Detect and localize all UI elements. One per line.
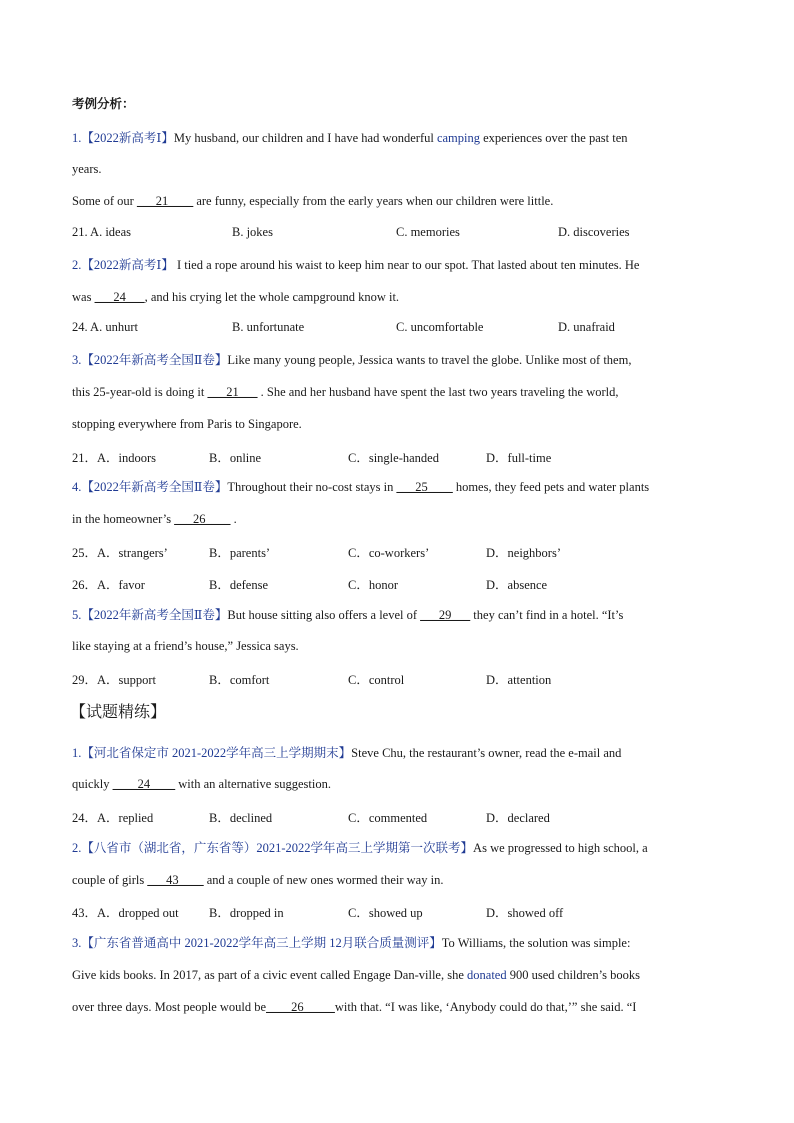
option-d: D．attention	[486, 673, 552, 687]
question-source: 4.【2022年新高考全国Ⅱ卷】	[72, 480, 228, 494]
question-source: 3.【广东省普通高中 2021-2022学年高三上学期 12月联合质量测评】	[72, 936, 442, 950]
question-source: 2.【2022新高考Ⅰ】	[72, 258, 174, 272]
option-a: 25．A．strangers’	[72, 546, 168, 560]
option-c: C．co-workers’	[348, 546, 430, 560]
option-c: C．control	[348, 673, 405, 687]
options-row	[72, 225, 732, 241]
option-a: 26．A．favor	[72, 578, 145, 592]
option-c: C．honor	[348, 578, 399, 592]
question-3-line3: stopping everywhere from Paris to Singapore.	[72, 417, 302, 431]
option-d: D．full-time	[486, 451, 552, 465]
option-a: 24．A．replied	[72, 811, 154, 825]
question-4-line2: in the homeowner’s ___26____ .	[72, 512, 237, 526]
practice-1: 1.【河北省保定市 2021-2022学年高三上学期期末】Steve Chu, the restaurant’s owner, read the e-mail and	[72, 746, 622, 760]
question-source: 2.【八省市（湖北省，广东省等）2021-2022学年高三上学期第一次联考】	[72, 841, 474, 855]
options-row	[72, 320, 732, 336]
question-1-line3: Some of our ___21____ are funny, especially from the early years when our children were little.	[72, 194, 554, 208]
question-2: 2.【2022新高考Ⅰ】 I tied a rope around his waist to keep him near to our spot. That lasted about ten minutes. He	[72, 258, 640, 272]
question-1: 1.【2022新高考Ⅰ】My husband, our children and I have had wonderful camping experiences over the past ten	[72, 131, 628, 145]
keyword: camping	[436, 131, 480, 145]
options-row	[72, 448, 732, 464]
option-b: B．comfort	[209, 673, 270, 687]
answer-blank: ____26_____	[266, 1000, 335, 1014]
option-a: 24. A. unhurt	[72, 320, 138, 334]
option-b: B. jokes	[232, 225, 273, 239]
option-b: B．online	[209, 451, 262, 465]
question-1-line2: years.	[72, 162, 102, 176]
option-d: D. unafraid	[558, 320, 615, 334]
question-4: 4.【2022年新高考全国Ⅱ卷】Throughout their no-cost stays in ___25____ homes, they feed pets and water plants	[72, 480, 650, 494]
answer-blank: ___26____	[174, 512, 231, 526]
option-c: C. memories	[396, 225, 460, 239]
options-row	[72, 670, 732, 686]
answer-blank: ___21___	[207, 385, 258, 399]
options-row	[72, 903, 732, 919]
options-row	[72, 575, 732, 591]
answer-blank: ___43____	[147, 873, 204, 887]
answer-blank: ___25____	[396, 480, 453, 494]
option-c: C．single-handed	[348, 451, 439, 465]
question-5: 5.【2022年新高考全国Ⅱ卷】But house sitting also offers a level of ___29___ they can’t find in a hotel. “It’s	[72, 608, 624, 622]
answer-blank: ___24___	[94, 290, 145, 304]
question-2-line2: was ___24___, and his crying let the whole campground know it.	[72, 290, 400, 304]
option-b: B．declined	[209, 811, 273, 825]
answer-blank: ____24____	[112, 777, 176, 791]
practice-3: 3.【广东省普通高中 2021-2022学年高三上学期 12月联合质量测评】To Williams, the solution was simple:	[72, 936, 631, 950]
section-header: 考例分析：	[72, 97, 135, 111]
section-title: 【试题精练】	[70, 704, 167, 721]
option-d: D．showed off	[486, 906, 564, 920]
question-source: 3.【2022年新高考全国Ⅱ卷】	[72, 353, 228, 367]
practice-3-line2: Give kids books. In 2017, as part of a civic event called Engage Dan-ville, she donated 900 used children’s books	[72, 968, 640, 982]
option-b: B. unfortunate	[232, 320, 305, 334]
option-c: C．showed up	[348, 906, 423, 920]
question-source: 1.【河北省保定市 2021-2022学年高三上学期期末】	[72, 746, 352, 760]
keyword: donated	[467, 968, 507, 982]
options-row	[72, 808, 732, 824]
practice-2-line2: couple of girls ___43____ and a couple of new ones wormed their way in.	[72, 873, 444, 887]
question-3-line2: this 25-year-old is doing it ___21___ . She and her husband have spent the last two years traveling the world,	[72, 385, 619, 399]
option-b: B．parents’	[209, 546, 271, 560]
option-d: D．declared	[486, 811, 550, 825]
options-row	[72, 543, 732, 559]
question-3: 3.【2022年新高考全国Ⅱ卷】Like many young people, Jessica wants to travel the globe. Unlike most of them,	[72, 353, 632, 367]
question-5-line2: like staying at a friend’s house,” Jessica says.	[72, 639, 299, 653]
option-a: 21. A. ideas	[72, 225, 132, 239]
option-d: D. discoveries	[558, 225, 630, 239]
option-c: C. uncomfortable	[396, 320, 484, 334]
answer-blank: ___29___	[420, 608, 471, 622]
question-source: 5.【2022年新高考全国Ⅱ卷】	[72, 608, 228, 622]
option-a: 29．A．support	[72, 673, 157, 687]
practice-2: 2.【八省市（湖北省，广东省等）2021-2022学年高三上学期第一次联考】As we progressed to high school, a	[72, 841, 648, 855]
option-a: 43．A．dropped out	[72, 906, 179, 920]
option-a: 21．A．indoors	[72, 451, 157, 465]
answer-blank: ___21____	[136, 194, 194, 208]
option-d: D．neighbors’	[486, 546, 561, 560]
option-b: B．dropped in	[209, 906, 284, 920]
option-b: B．defense	[209, 578, 269, 592]
practice-1-line2: quickly ____24____ with an alternative suggestion.	[72, 777, 331, 791]
practice-3-line3: over three days. Most people would be____26_____with that. “I was like, ‘Anybody could do that,’” she said. “I	[72, 1000, 637, 1014]
question-source: 1.【2022新高考Ⅰ】	[72, 131, 174, 145]
option-d: D．absence	[486, 578, 548, 592]
option-c: C．commented	[348, 811, 428, 825]
